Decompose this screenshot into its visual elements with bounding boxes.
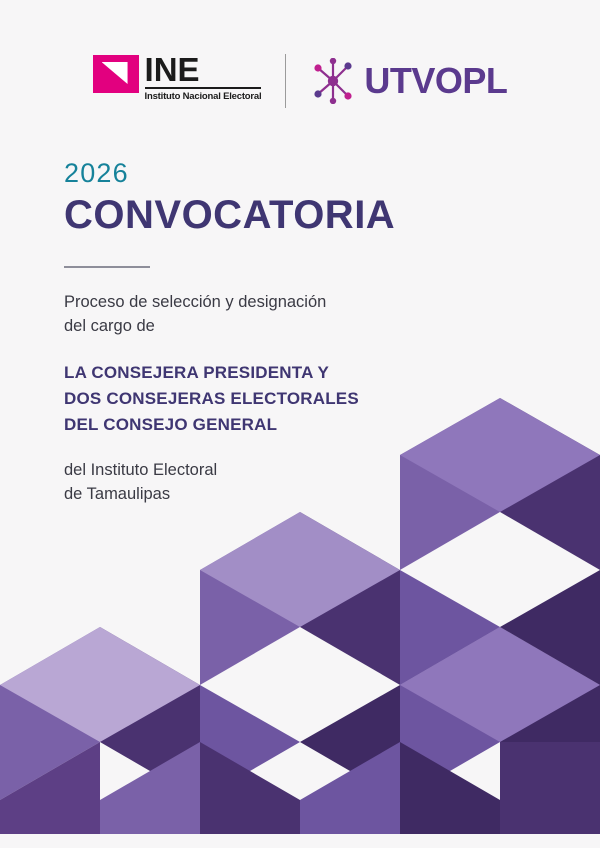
year-label: 2026 <box>64 158 129 188</box>
lead-line-2: del cargo de <box>64 316 155 335</box>
role-line-2: DOS CONSEJERAS ELECTORALES <box>64 388 359 408</box>
org-line-1: del Instituto Electoral <box>64 460 218 479</box>
page-title: CONVOCATORIA <box>64 193 396 237</box>
organization <box>64 458 484 506</box>
title-block <box>64 158 484 506</box>
ine-subtitle: Instituto Nacional Electoral <box>145 87 262 102</box>
ine-wordmark: INE <box>144 51 200 88</box>
footer-strip <box>0 834 600 848</box>
org-line-2: de Tamaulipas <box>64 484 171 503</box>
role-heading <box>64 360 484 438</box>
role-line-1: LA CONSEJERA PRESIDENTA Y <box>64 362 330 382</box>
role-line-3: DEL CONSEJO GENERAL <box>64 414 278 434</box>
lead-line-1: Proceso de selección y designación <box>64 292 327 311</box>
utvopl-wordmark: UTVOPL <box>364 60 508 101</box>
title-divider <box>64 266 150 268</box>
